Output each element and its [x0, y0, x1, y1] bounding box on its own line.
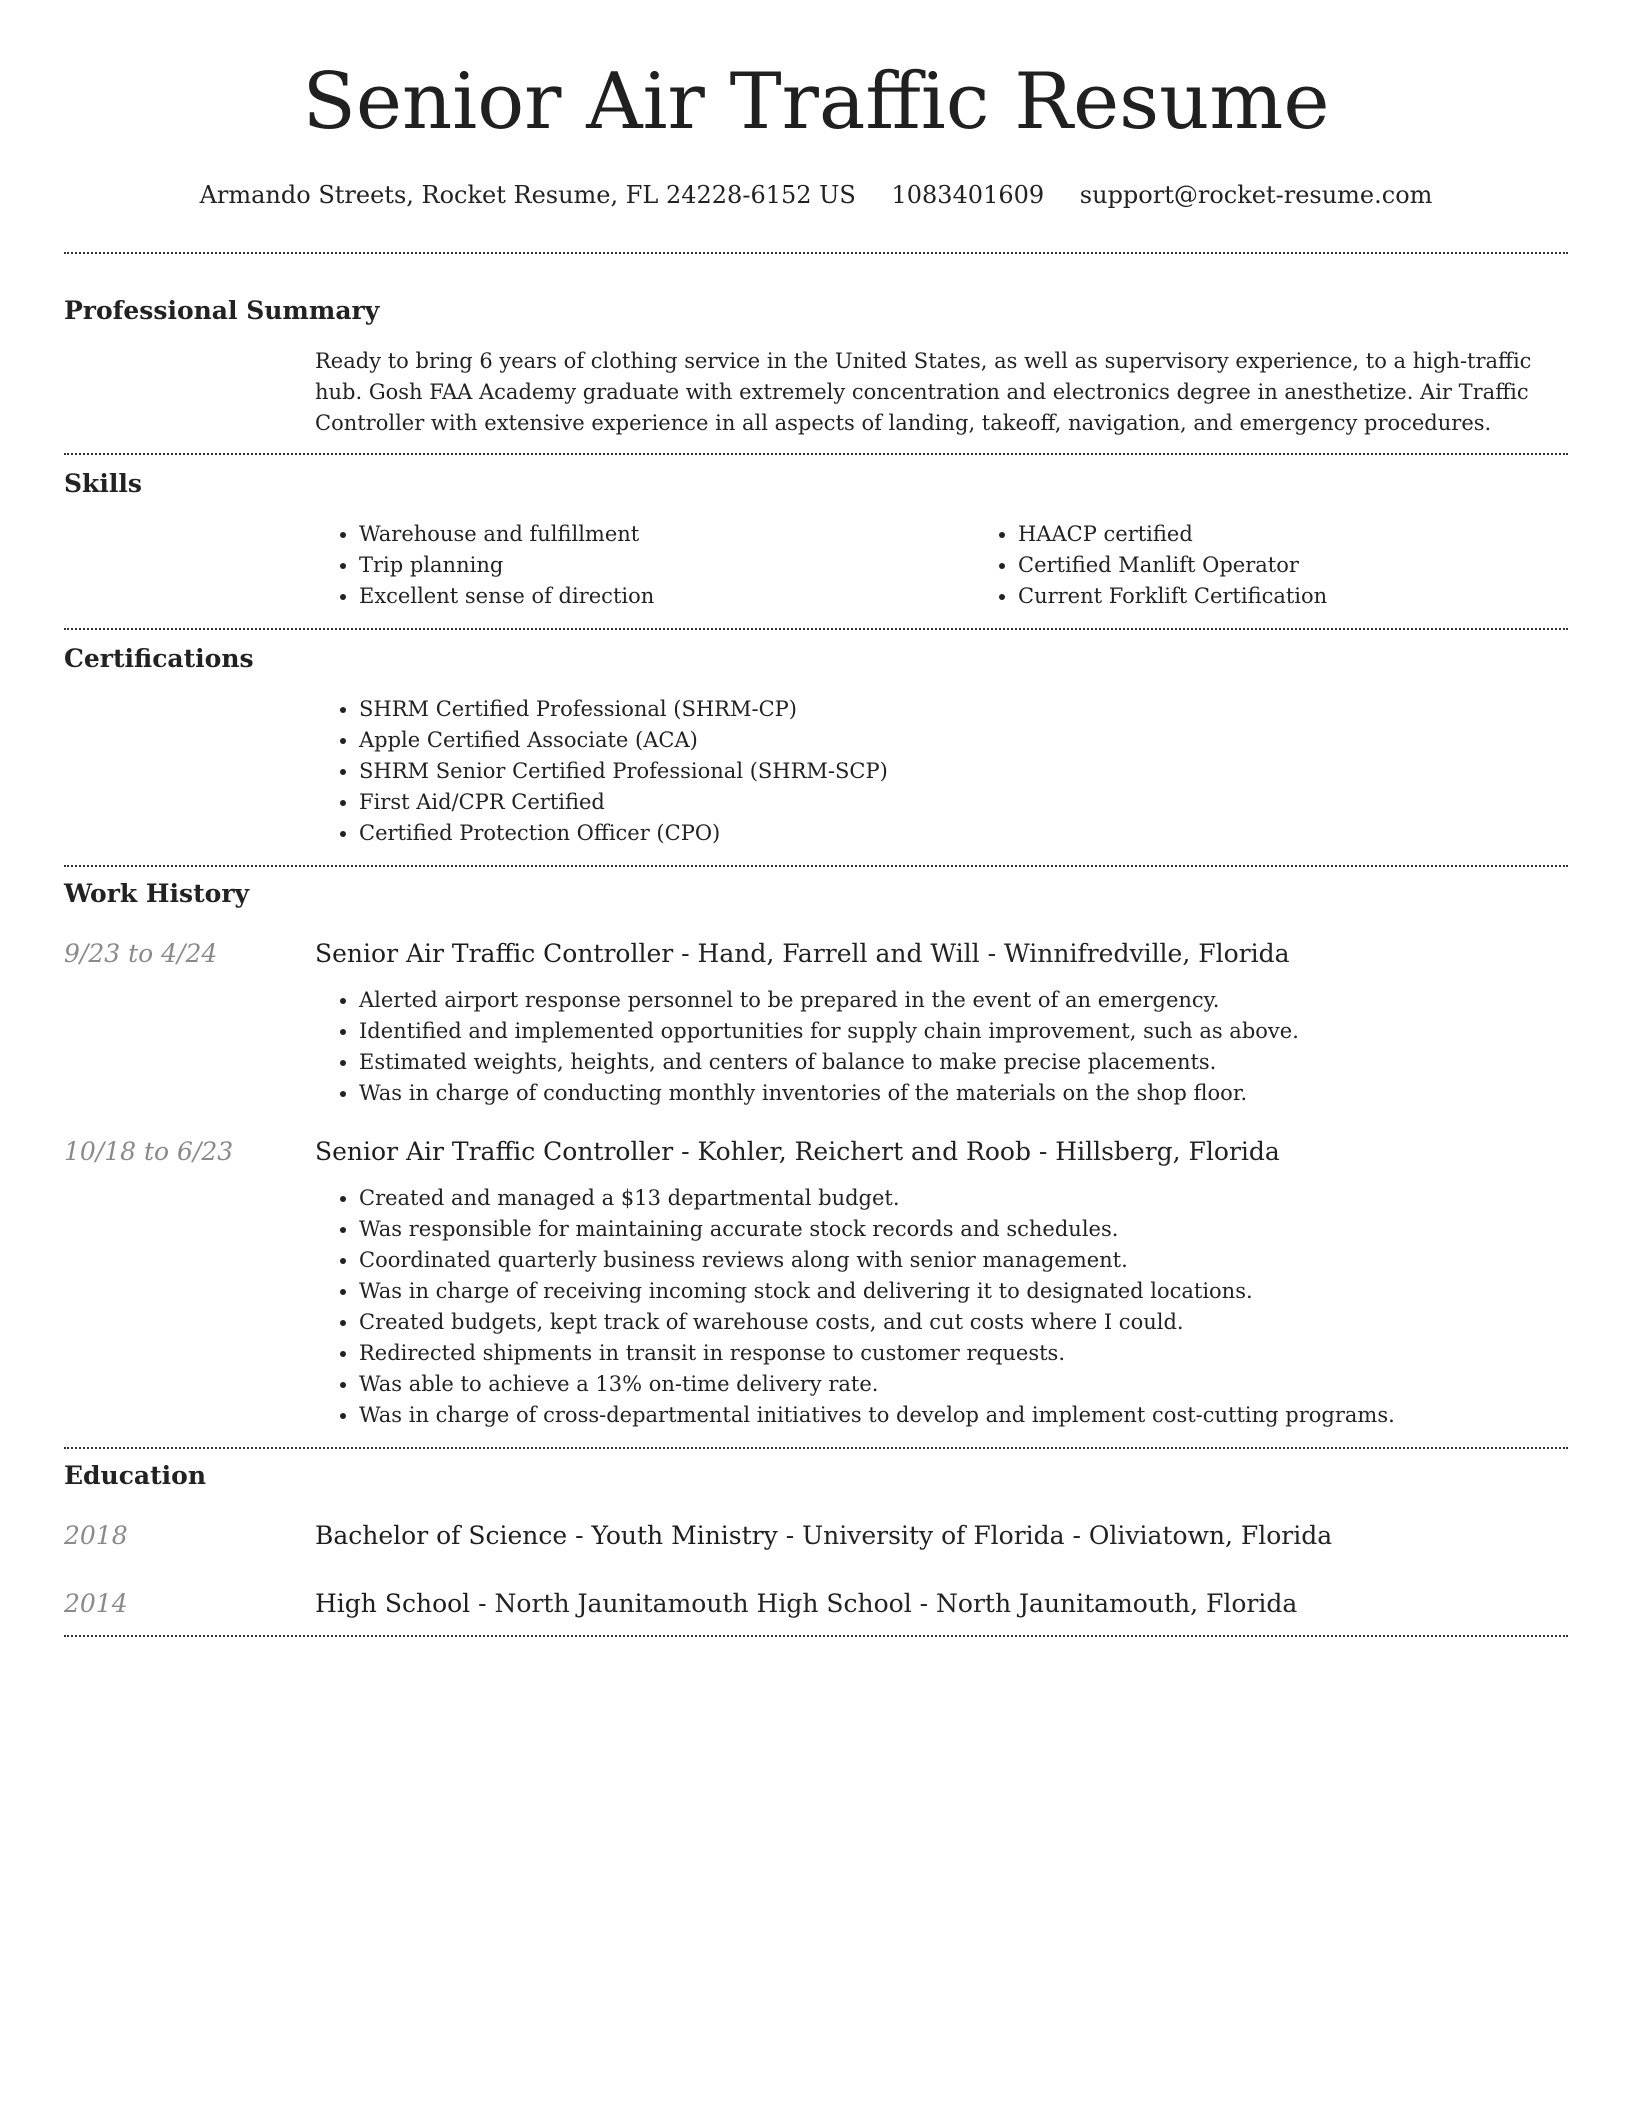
certification-item: • Certified Protection Officer (CPO) — [359, 818, 1568, 849]
job-dates: 10/18 to 6/23 — [64, 1137, 234, 1166]
contact-line — [64, 178, 1568, 212]
education-details: - North Jaunitamouth High School - North Jaunitamouth, Florida — [470, 1589, 1298, 1618]
job-left-spacer — [64, 985, 315, 1109]
job-title-line — [315, 937, 1568, 971]
education-title-line — [315, 1519, 1568, 1553]
certifications-left-spacer — [64, 694, 315, 849]
job-bullet: • Identified and implemented opportunities for supply chain improvement, such as above. — [359, 1016, 1568, 1047]
skills-left-spacer — [64, 519, 315, 612]
work-history-heading: Work History — [64, 879, 250, 908]
certifications-heading: Certifications — [64, 644, 254, 673]
job-bullets-row — [64, 1183, 1568, 1431]
contact-address: Armando Streets, Rocket Resume, FL 24228-6152 US — [199, 181, 856, 209]
job-bullet: • Redirected shipments in transit in response to customer requests. — [359, 1338, 1568, 1369]
education-entry — [64, 1587, 1568, 1621]
job-bullet: • Created and managed a $13 departmental budget. — [359, 1183, 1568, 1214]
job-bullet: • Was able to achieve a 13% on-time delivery rate. — [359, 1369, 1568, 1400]
job-dates: 9/23 to 4/24 — [64, 939, 218, 968]
job-bullets — [315, 985, 1568, 1109]
summary-text: Ready to bring 6 years of clothing service in the United States, as well as supervisory experience, to a high-traffic hub. Gosh FAA Academy graduate with extremely concentration and electronics degree in anesthetize. Air Traffic Controller with extensive experience in all aspects of landing, takeoff, navigation, and emergency procedures. — [315, 349, 1532, 435]
skill-item: • Warehouse and fulfillment — [359, 519, 974, 550]
summary-section — [64, 254, 1568, 439]
skills-heading: Skills — [64, 469, 142, 498]
job-bullet: • Was in charge of receiving incoming stock and delivering it to designated locations. — [359, 1276, 1568, 1307]
skill-item: • Trip planning — [359, 550, 974, 581]
divider — [64, 1635, 1568, 1637]
job-title-line — [315, 1135, 1568, 1169]
job-bullet: • Was in charge of cross-departmental initiatives to develop and implement cost-cutting programs. — [359, 1400, 1568, 1431]
resume-title: Senior Air Traffic Resume — [302, 57, 1330, 147]
education-title-line — [315, 1587, 1568, 1621]
skill-item: • Excellent sense of direction — [359, 581, 974, 612]
certification-item: • Apple Certified Associate (ACA) — [359, 725, 1568, 756]
certifications-body — [315, 694, 1568, 849]
job-bullets-body — [315, 985, 1568, 1109]
skill-item: • Certified Manlift Operator — [1018, 550, 1632, 581]
education-section — [64, 1449, 1568, 1621]
education-year: 2014 — [64, 1589, 128, 1618]
summary-row — [64, 346, 1568, 439]
education-year: 2018 — [64, 1521, 128, 1550]
skills-section — [64, 455, 1568, 612]
job-details: - Hand, Farrell and Will - Winnifredville, Florida — [673, 939, 1290, 968]
job-left-spacer — [64, 1183, 315, 1431]
job-bullet: • Was in charge of conducting monthly inventories of the materials on the shop floor. — [359, 1078, 1568, 1109]
work-history-section — [64, 867, 1568, 1431]
contact-email: support@rocket-resume.com — [1079, 181, 1433, 209]
job-bullets-body — [315, 1183, 1568, 1431]
education-degree: High School — [315, 1589, 471, 1618]
certification-item: • First Aid/CPR Certified — [359, 787, 1568, 818]
job-bullet: • Was responsible for maintaining accurate stock records and schedules. — [359, 1214, 1568, 1245]
job-role: Senior Air Traffic Controller — [315, 939, 674, 968]
skills-list-left — [315, 519, 974, 612]
job-bullet: • Estimated weights, heights, and centers of balance to make precise placements. — [359, 1047, 1568, 1078]
job-header — [64, 1135, 1568, 1169]
job-header — [64, 937, 1568, 971]
skill-item: • Current Forklift Certification — [1018, 581, 1632, 612]
job-bullet: • Coordinated quarterly business reviews along with senior management. — [359, 1245, 1568, 1276]
certifications-section — [64, 630, 1568, 849]
skills-grid — [315, 519, 1632, 612]
skill-item: • HAACP certified — [1018, 519, 1632, 550]
education-degree: Bachelor of Science - Youth Ministry — [315, 1521, 778, 1550]
job-bullet: • Alerted airport response personnel to be prepared in the event of an emergency. — [359, 985, 1568, 1016]
contact-phone: 1083401609 — [891, 181, 1045, 209]
job-bullets — [315, 1183, 1568, 1431]
job-entry — [64, 937, 1568, 1109]
summary-left-spacer — [64, 346, 315, 439]
certification-item: • SHRM Senior Certified Professional (SHRM-SCP) — [359, 756, 1568, 787]
job-bullets-row — [64, 985, 1568, 1109]
skills-list-right — [974, 519, 1632, 612]
summary-heading: Professional Summary — [64, 296, 380, 325]
education-entry — [64, 1519, 1568, 1553]
education-details: - University of Florida - Oliviatown, Florida — [777, 1521, 1333, 1550]
certifications-row — [64, 694, 1568, 849]
education-heading: Education — [64, 1461, 207, 1490]
certifications-list — [315, 694, 1568, 849]
job-bullet: • Created budgets, kept track of warehouse costs, and cut costs where I could. — [359, 1307, 1568, 1338]
job-role: Senior Air Traffic Controller — [315, 1137, 674, 1166]
job-entry — [64, 1135, 1568, 1431]
job-details: - Kohler, Reichert and Roob - Hillsberg, Florida — [673, 1137, 1280, 1166]
skills-row — [64, 519, 1568, 612]
certification-item: • SHRM Certified Professional (SHRM-CP) — [359, 694, 1568, 725]
summary-body — [315, 346, 1568, 439]
